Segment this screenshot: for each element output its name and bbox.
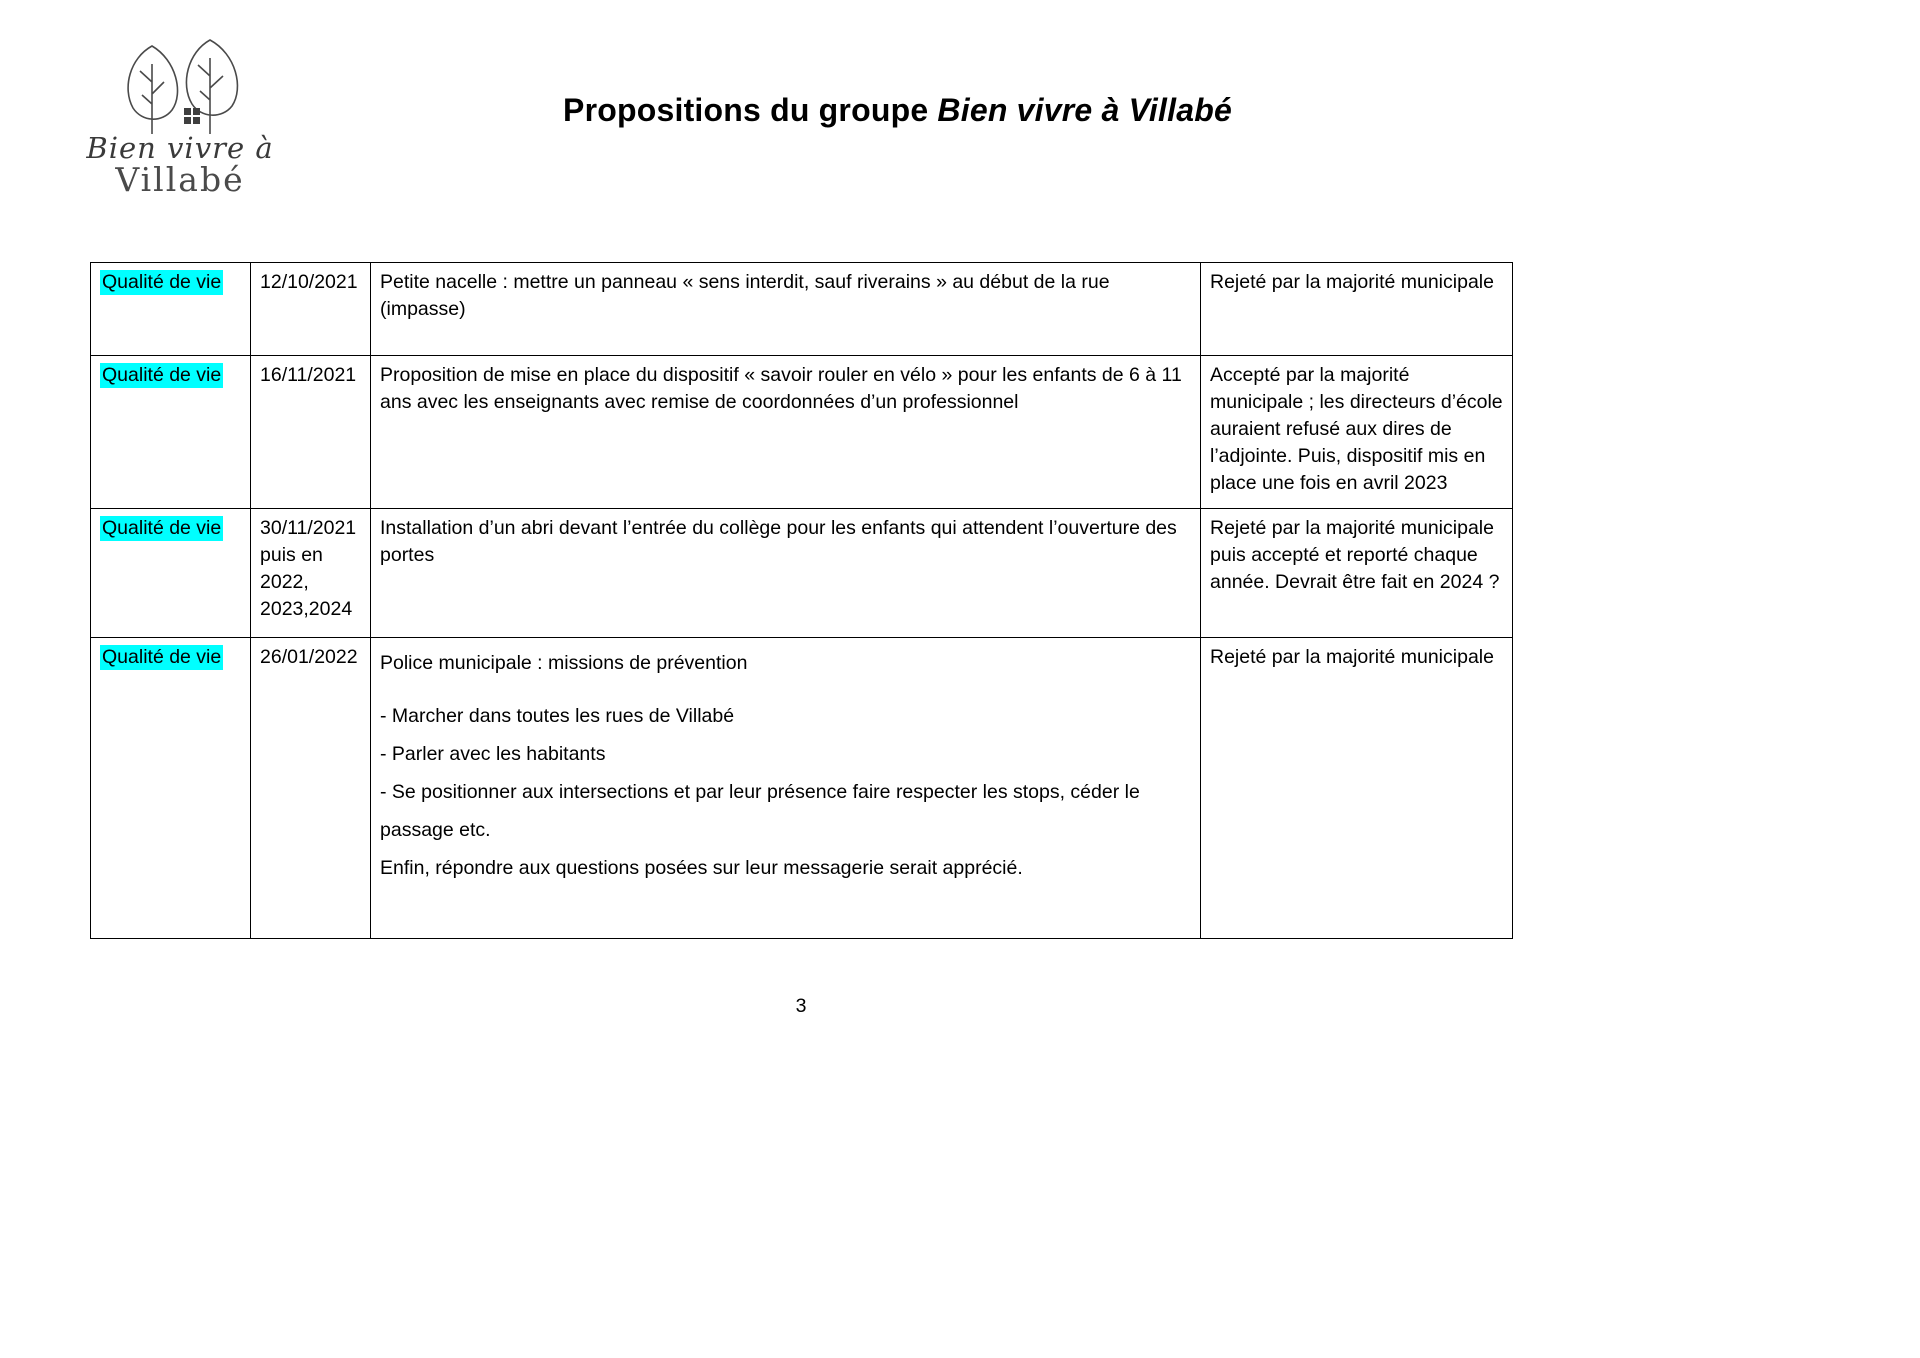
proposal-cell: Proposition de mise en place du dispositif « savoir rouler en vélo » pour les enfants de 6 à 11 ans avec les enseignants avec remise de coordonnées d’un professionnel: [371, 356, 1201, 509]
proposal-cell: Installation d’un abri devant l’entrée du collège pour les enfants qui attendent l’ouverture des portes: [371, 509, 1201, 638]
table-row: [91, 638, 1513, 939]
status-cell: Rejeté par la majorité municipale: [1201, 638, 1513, 939]
table-row: [91, 356, 1513, 509]
category-highlight: Qualité de vie: [102, 517, 222, 539]
status-cell: Rejeté par la majorité municipale: [1201, 263, 1513, 356]
category-cell: [91, 263, 251, 356]
category-cell: [91, 638, 251, 939]
date-cell: 16/11/2021: [251, 356, 371, 509]
page-title-italic: Bien vivre à Villabé: [937, 92, 1232, 128]
category-highlight: Qualité de vie: [102, 364, 222, 386]
page-title-prefix: Propositions du groupe: [563, 92, 938, 128]
category-cell: [91, 509, 251, 638]
proposal-cell: Police municipale : missions de prévention - Marcher dans toutes les rues de Villabé - Parler avec les habitants - Se positionner aux intersections et par leur présence faire respecter les stops, céder le passage etc. Enfin, répondre aux questions posées sur leur messagerie serait apprécié.: [371, 638, 1201, 939]
logo-script-text: Bien vivre à: [86, 131, 274, 165]
category-highlight: Qualité de vie: [102, 271, 222, 293]
date-cell: 30/11/2021 puis en 2022, 2023,2024: [251, 509, 371, 638]
page-number: 3: [795, 995, 807, 1017]
date-cell: 12/10/2021: [251, 263, 371, 356]
page-title: [0, 92, 1795, 129]
proposal-cell: Petite nacelle : mettre un panneau « sens interdit, sauf riverains » au début de la rue (impasse): [371, 263, 1201, 356]
category-cell: [91, 356, 251, 509]
date-cell: 26/01/2022: [251, 638, 371, 939]
table-row: [91, 263, 1513, 356]
category-highlight: Qualité de vie: [102, 646, 222, 668]
status-cell: Accepté par la majorité municipale ; les directeurs d’école auraient refusé aux dires de l’adjointe. Puis, dispositif mis en place une fois en avril 2023: [1201, 356, 1513, 509]
logo-name-text: Villabé: [115, 160, 245, 199]
status-cell: Rejeté par la majorité municipale puis accepté et reporté chaque année. Devrait être fait en 2024 ?: [1201, 509, 1513, 638]
table-row: [91, 509, 1513, 638]
proposals-table: [90, 262, 1513, 939]
